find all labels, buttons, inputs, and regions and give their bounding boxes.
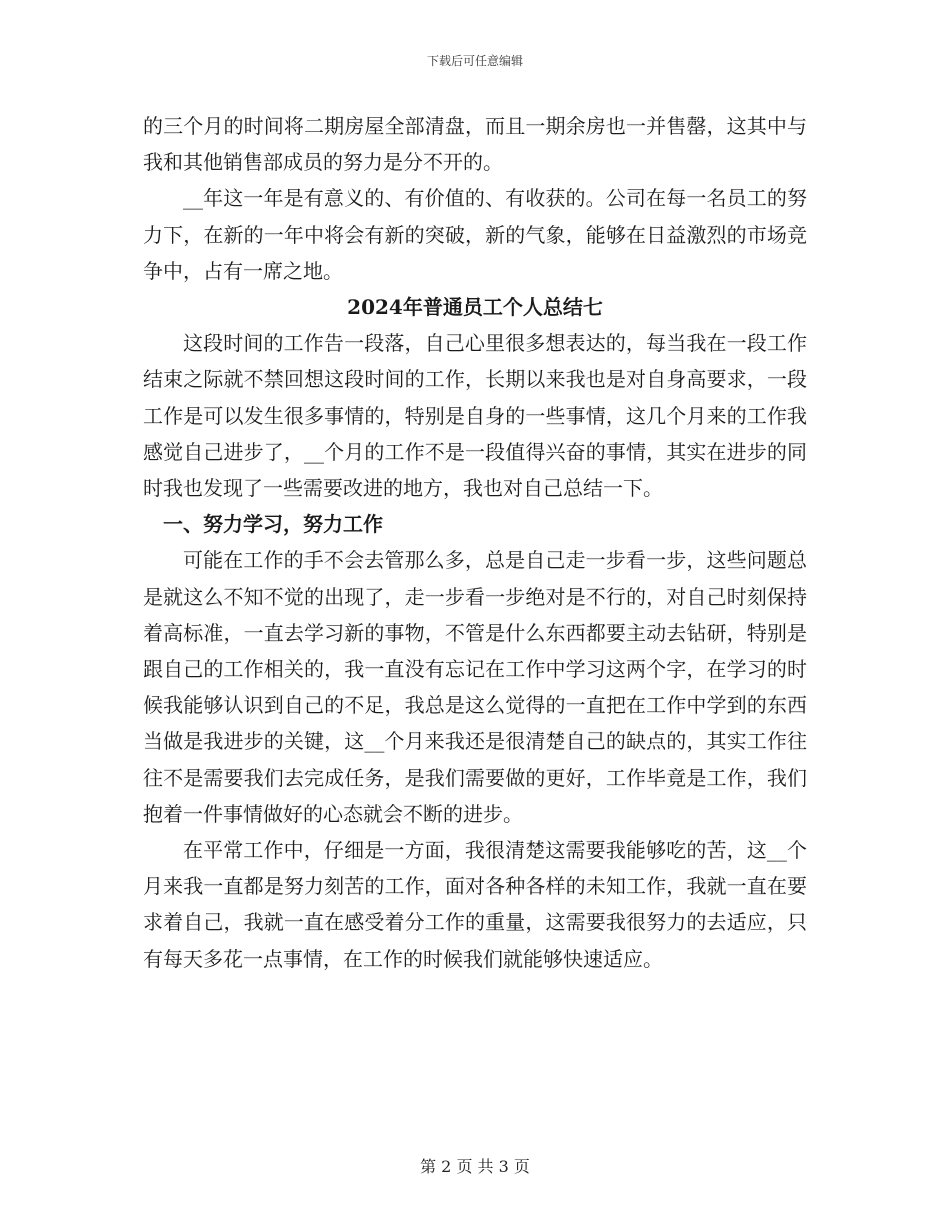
page-header-note: 下载后可任意编辑 (426, 54, 523, 68)
subheading-study-work: 一、努力学习，努力工作 (163, 512, 383, 537)
section-title: 2024年普通员工个人总结七 (347, 295, 603, 320)
document-body (143, 108, 807, 977)
paragraph-year-summary: __年这一年是有意义的、有价值的、有收获的。公司在每一名员工的努力下，在新的一年中将会有新的突破，新的气象，能够在日益激烈的市场竞争中，占有一席之地。 (143, 186, 807, 283)
paragraph-continued: 的三个月的时间将二期房屋全部清盘，而且一期余房也一并售罄，这其中与我和其他销售部成员的努力是分不开的。 (143, 114, 807, 175)
page-number-footer: 第 2 页 共 3 页 (420, 1157, 530, 1176)
paragraph-study: 可能在工作的手不会去管那么多，总是自己走一步看一步，这些问题总是就这么不知不觉的出现了，走一步看一步绝对是不行的，对自己时刻保持着高标准，一直去学习新的事物，不管是什么东西都要主动去钻研，特别是跟自己的工作相关的，我一直没有忘记在工作中学习这两个字，在学习的时候我能够认识到自己的不足，我总是这么觉得的一直把在工作中学到的东西当做是我进步的关键，这__个月来我还是很清楚自己的缺点的，其实工作往往不是需要我们去完成任务，是我们需要做的更好，工作毕竟是工作，我们抱着一件事情做好的心态就会不断的进步。 (143, 548, 807, 826)
paragraph-diligence: 在平常工作中，仔细是一方面，我很清楚这需要我能够吃的苦，这__个月来我一直都是努力刻苦的工作，面对各种各样的未知工作，我就一直在要求着自己，我就一直在感受着分工作的重量，这需要我很努力的去适应，只有每天多花一点事情，在工作的时候我们就能够快速适应。 (143, 838, 807, 971)
paragraph-intro: 这段时间的工作告一段落，自己心里很多想表达的，每当我在一段工作结束之际就不禁回想这段时间的工作，长期以来我也是对自身高要求，一段工作是可以发生很多事情的，特别是自身的一些事情，这几个月来的工作我感觉自己进步了，__个月的工作不是一段值得兴奋的事情，其实在进步的同时我也发现了一些需要改进的地方，我也对自己总结一下。 (143, 331, 807, 501)
